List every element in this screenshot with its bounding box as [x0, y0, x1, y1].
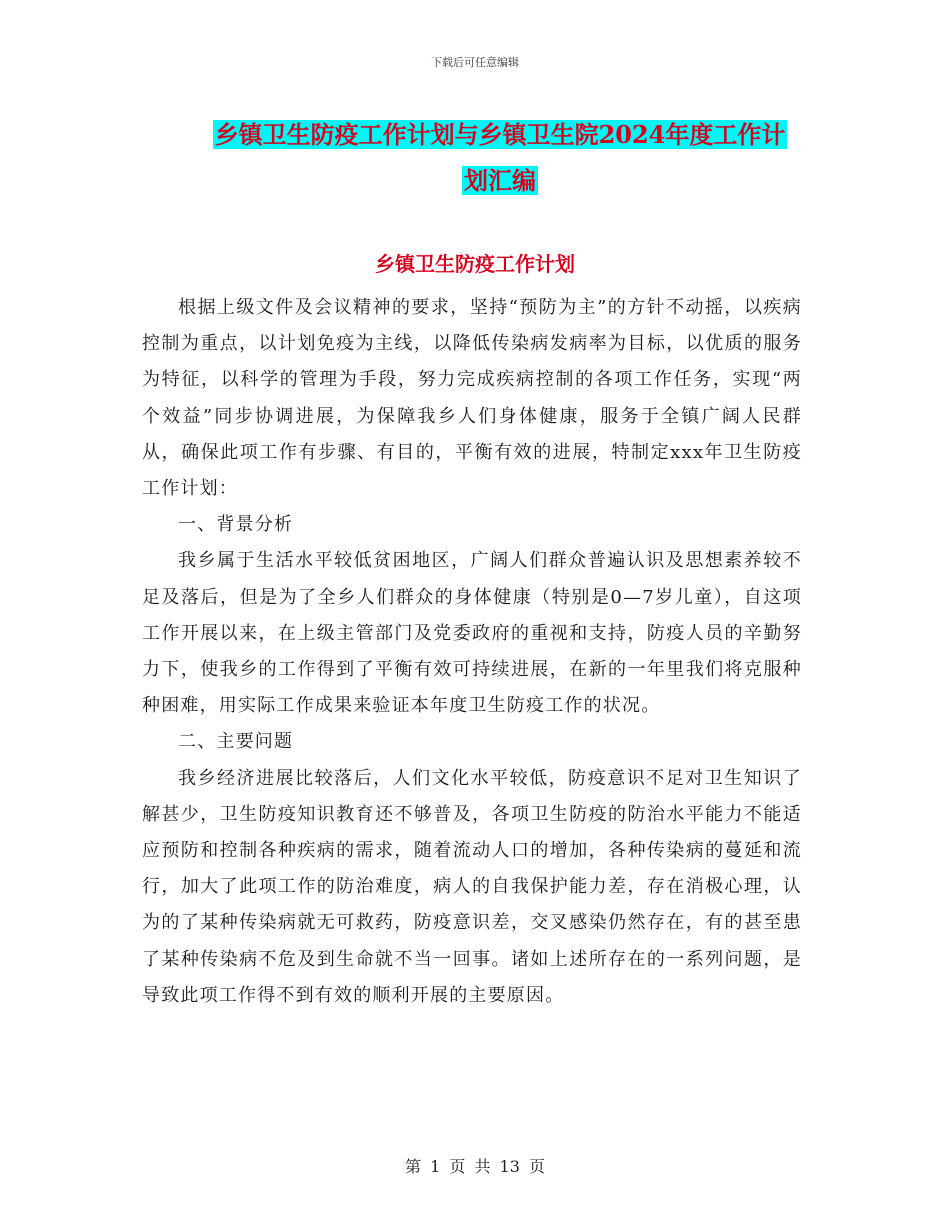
- paragraph-main-problems: 我乡经济进展比较落后，人们文化水平较低，防疫意识不足对卫生知识了解甚少，卫生防疫知识教育还不够普及，各项卫生防疫的防治水平能力不能适应预防和控制各种疾病的需求，随着流动人口的增加，各种传染病的蔓延和流行，加大了此项工作的防治难度，病人的自我保护能力差，存在消极心理，认为的了某种传染病就无可救药，防疫意识差，交叉感染仍然存在，有的甚至患了某种传染病不危及到生命就不当一回事。诸如上述所存在的一系列问题，是导致此项工作得不到有效的顺利开展的主要原因。: [142, 767, 802, 1006]
- document-title: [180, 112, 820, 204]
- document-title-line-1: 乡镇卫生防疫工作计划与乡镇卫生院2024年度工作计: [214, 120, 786, 149]
- document-body: [142, 290, 802, 1014]
- header-note: 下载后可任意编辑: [431, 56, 519, 69]
- document-title-line-2: 划汇编: [464, 166, 536, 195]
- section-title: 乡镇卫生防疫工作计划: [375, 252, 575, 276]
- heading-background: 一、背景分析: [178, 514, 294, 536]
- paragraph-background: 我乡属于生活水平较低贫困地区，广阔人们群众普遍认识及思想素养较不足及落后，但是为了全乡人们群众的身体健康（特别是0—7岁儿童），自这项工作开展以来，在上级主管部门及党委政府的重视和支持，防疫人员的辛勤努力下，使我乡的工作得到了平衡有效可持续进展，在新的一年里我们将克服种种困难，用实际工作成果来验证本年度卫生防疫工作的状况。: [142, 550, 802, 717]
- page-footer: 第 1 页 共 13 页: [405, 1157, 545, 1176]
- heading-main-problems: 二、主要问题: [178, 731, 294, 753]
- paragraph-intro: 根据上级文件及会议精神的要求，坚持“预防为主”的方针不动摇，以疾病控制为重点，以计划免疫为主线，以降低传染病发病率为目标，以优质的服务为特征，以科学的管理为手段，努力完成疾病控制的各项工作任务，实现“两个效益”同步协调进展，为保障我乡人们身体健康，服务于全镇广阔人民群从，确保此项工作有步骤、有目的，平衡有效的进展，特制定xxx年卫生防疫工作计划：: [142, 297, 802, 500]
